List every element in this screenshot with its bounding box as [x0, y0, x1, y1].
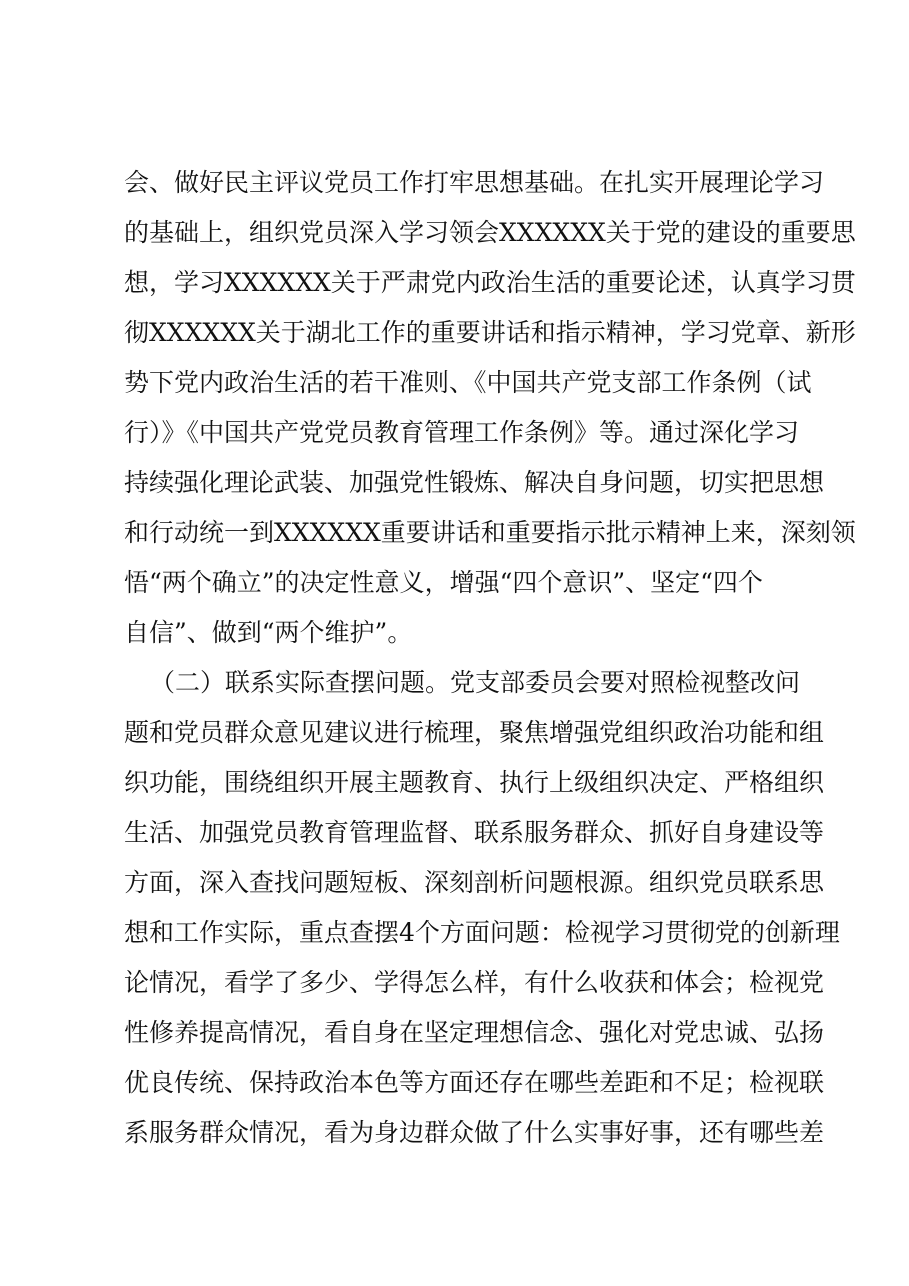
text-line: 自信”、做到“两个维护”。	[124, 618, 413, 647]
section-heading-line: （二）联系实际查摆问题。党支部委员会要对照检视整改问	[150, 668, 801, 697]
text-line: 系服务群众情况，看为身边群众做了什么实事好事，还有哪些差	[124, 1118, 825, 1147]
text-line: 织功能，围绕组织开展主题教育、执行上级组织决定、严格组织	[124, 768, 825, 797]
text-line: 和行动统一到XXXXXX重要讲话和重要指示批示精神上来，深刻领	[124, 518, 856, 547]
text-line: 想和工作实际，重点查摆4个方面问题：检视学习贯彻党的创新理	[124, 918, 840, 947]
text-line: 题和党员群众意见建议进行梳理，聚焦增强党组织政治功能和组	[124, 718, 825, 747]
text-line: 势下党内政治生活的若干准则、《中国共产党支部工作条例（试	[124, 368, 812, 397]
text-line: 行）》《中国共产党党员教育管理工作条例》等。通过深化学习	[124, 418, 800, 447]
text-line: 彻XXXXXX关于湖北工作的重要讲话和指示精神，学习党章、新形	[124, 318, 856, 347]
text-line: 想，学习XXXXXX关于严肃党内政治生活的重要论述，认真学习贯	[124, 268, 856, 297]
text-line: 性修养提高情况，看自身在坚定理想信念、强化对党忠诚、弘扬	[124, 1018, 825, 1047]
text-line: 优良传统、保持政治本色等方面还存在哪些差距和不足；检视联	[124, 1068, 825, 1097]
text-line: 论情况，看学了多少、学得怎么样，有什么收获和体会；检视党	[124, 968, 825, 997]
text-line: 方面，深入查找问题短板、深刻剖析问题根源。组织党员联系思	[124, 868, 825, 897]
text-line: 悟“两个确立”的决定性意义，增强“四个意识”、坚定“四个	[124, 568, 763, 597]
text-line: 的基础上，组织党员深入学习领会XXXXXX关于党的建设的重要思	[124, 218, 856, 247]
text-line: 生活、加强党员教育管理监督、联系服务群众、抓好自身建设等	[124, 818, 825, 847]
text-line: 持续强化理论武装、加强党性锻炼、解决自身问题，切实把思想	[124, 468, 825, 497]
text-line: 会、做好民主评议党员工作打牢思想基础。在扎实开展理论学习	[124, 168, 825, 197]
